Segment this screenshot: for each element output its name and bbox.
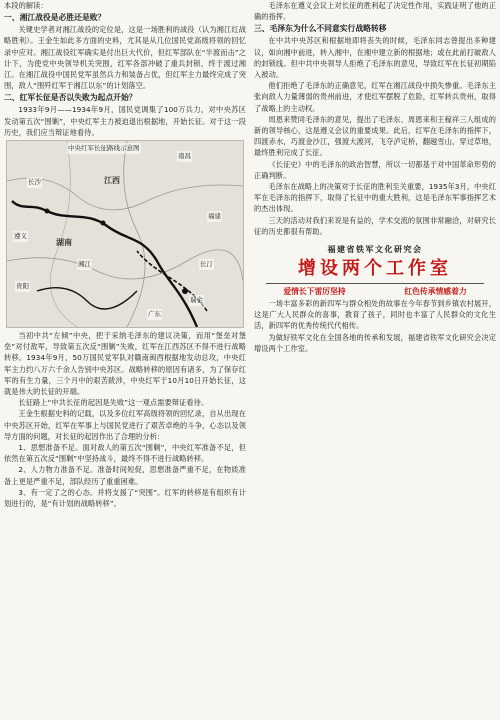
paragraph: 长征路上“中共长征的起因是失败”这一观点需要辩证看待。: [18, 398, 209, 408]
paragraph: 一场丰富多彩的新四军与群众相处的故事在今年春节到乡镇农村展开，这是广大人民群众的喜事，教育了孩子，同时也丰富了人民群众的文化生活，新四军的优秀传统代代相传。: [254, 299, 496, 331]
map-label: 贵阳: [15, 281, 30, 292]
paragraph: 在中共中央苏区和根据地即将丧失的时候，毛泽东同志曾提出多种建议，如向湘中前进，转入湘中，在湘中建立新的根据地；或在此前打破敌人的封锁线。但中共中央领导人拒绝了毛泽东的意见，导致红军在长征初期陷入被动。: [254, 36, 496, 80]
map-graphic: [7, 141, 243, 327]
paragraph: 关键史学者对湘江战役的定位是，这是一场胜利的战役（认为湘江红战略胜利）。王金生如此多方面的史料，尤其是从几位国民党高级将领的回忆录中应对。湘江战役红军确实是付出巨大代价，但红军部队在“半渡而击”之计下，为使党中央领导机关突围，红军各部冲破了重兵封锁，终于渡过湘江。在湘江战役中国民党军虽然兵力和装备占优，但红军主力最终完成了突围，敌人“围歼红军于湘江以东”的计划落空。: [4, 25, 246, 91]
paragraph: 为做好铁军文化在全国各地的传承和发展，福建省铁军文化研究会决定增设两个工作室。: [254, 332, 496, 353]
notice-subheadings: [254, 286, 496, 298]
map-label: 长沙: [27, 177, 42, 188]
intro-line: 本段的解读：: [4, 1, 48, 10]
right-column: [254, 0, 496, 720]
map-label: 湖南: [56, 238, 72, 248]
map-label: 福建: [207, 211, 222, 222]
paragraph: 《长征史》中的毛泽东的政治智慧，所以一切都基于对中国革命形势的正确判断。: [254, 159, 496, 180]
map-label: 南昌: [177, 151, 192, 162]
section-heading-2: 二、红军长征是否以失败为起点开始？: [4, 93, 137, 103]
left-column: [4, 0, 246, 720]
map-label: 江西: [104, 176, 120, 186]
paragraph: 毛泽东在遵义会议上对长征的胜利起了决定性作用，实践证明了他的正确的指挥。: [254, 1, 496, 22]
map-label: 广东: [147, 309, 162, 320]
paragraph: 1933年9月——1934年9月，国民党调集了100万兵力，对中央苏区发动第五次“围剿”，中央红军主力被迫退出根据地，开始长征。对于这一段历史，我们应当辩证地看待。: [4, 105, 246, 137]
map-label: 遵义: [13, 231, 28, 242]
map-label: 长汀: [199, 259, 214, 270]
section-heading-1: 一、湘江战役是必胜还是败？: [4, 13, 106, 23]
map-title: 中央红军长征路线示意图: [67, 143, 141, 154]
research-club-notice: [254, 243, 496, 298]
long-march-route-map: [6, 140, 244, 328]
paragraph: 他们拒绝了毛泽东的正确意见，红军在湘江战役中损失惨重。毛泽东主张向敌人力量薄弱的贵州前进，才使红军摆脱了危险，红军转兵贵州，取得了战略上的主动权。: [254, 81, 496, 113]
paragraph: 当初中共“左倾”中央，把于采纳毛泽东的建议决策，而用“堡垒对堡垒”对付敌军，导致第五次反“围剿”失败，红军在江西苏区不得不进行战略转移。1934年9月，50万国民党军队对赣南闽西根据地发动总攻，中央红军主力约八万六千余人告别中央苏区。战略转移的原因有诸多，为了保存红军的有生力量，三个月中的艰苦跋涉，中央红军于10月10日开始长征，这就是伟大的长征的开端。: [4, 331, 246, 397]
section-heading-3: 三、毛泽东为什么不同意实行战略转移: [254, 24, 387, 34]
divider: [266, 283, 484, 284]
paragraph: 三天的活动对我们来说是有益的，学术交流的氛围非常融洽，对研究长征的历史都很有帮助。: [254, 215, 496, 236]
notice-headline: 增设两个工作室: [298, 258, 452, 280]
map-label: 瑞金: [189, 295, 204, 306]
list-item: 1、思想准备不足。面对敌人的第五次“围剿”，中央红军准备不足，但依然在第五次反“围剿”中坚持战斗，最终不得不进行战略转移。: [4, 443, 246, 464]
list-item: 3、有一定了之的心态。并将支援了“突围”。红军的转移是有组织有计划进行的，是“有计划的战略转移”。: [4, 487, 246, 509]
notice-subheading-right: 红色传承情感着力: [404, 287, 467, 297]
paragraph: 王金生根据史料的记载，以及多位红军高级将领的回忆录，自从出现在中央苏区开始，红军在军事上与国民党进行了艰苦卓绝的斗争，心态以及领导方面的问题，对长征的起因作出了合理的分析：: [4, 409, 246, 441]
list-item: 2、人力物力准备不足。准备时间短促，思想准备严重不足，在物质准备上更是严重不足，部队经历了重重困难。: [4, 465, 246, 486]
map-label: 湘江: [77, 259, 92, 270]
paragraph: 毛泽东在战略上的决策对于长征的胜利至关重要，1935年3月，中央红军在毛泽东的指挥下，取得了长征中的重大胜利，这是毛泽东军事指挥艺术的杰出体现。: [254, 182, 496, 214]
paragraph: 周恩来赞同毛泽东的意见，提出了毛泽东、周恩来和王稼祥三人组成的新的领导核心，这是遵义会议的重要成果。此后，红军在毛泽东的指挥下，四渡赤水，巧渡金沙江，强渡大渡河，飞夺泸定桥，翻越雪山，穿过草地，最终胜利完成了长征。: [254, 114, 496, 158]
notice-subheading-left: 爱情长下雷厉坚持: [283, 287, 346, 297]
club-name: 福建省铁军文化研究会: [327, 245, 423, 255]
